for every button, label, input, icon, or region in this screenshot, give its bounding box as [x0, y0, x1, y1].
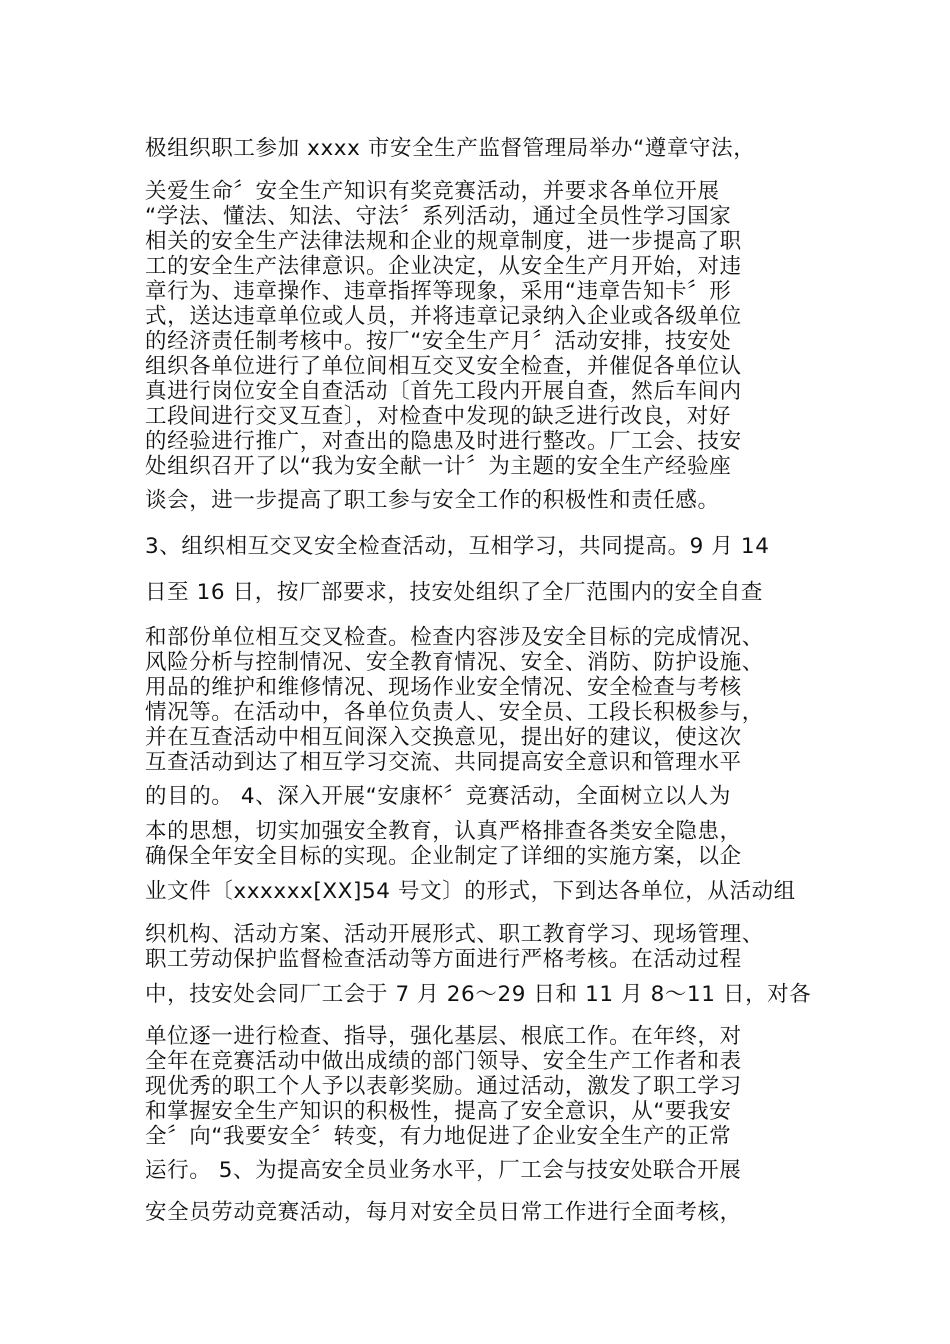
text-line: 的经济责任制考核中。按厂“安全生产月〞活动安排，技安处	[145, 329, 732, 354]
text-line: 安全员劳动竞赛活动，每月对安全员日常工作进行全面考核，	[145, 1200, 742, 1225]
text-line: 现优秀的职工个人予以表彰奖励。通过活动，激发了职工学习	[145, 1074, 742, 1099]
text-line: 风险分析与控制情况、安全教育情况、安全、消防、防护设施、	[145, 650, 764, 675]
text-line: 本的思想，切实加强安全教育，认真严格排查各类安全隐患，	[145, 819, 742, 844]
text-line: “学法、懂法、知法、守法〞系列活动，通过全员性学习国家	[145, 204, 732, 229]
text-line: 全〞向“我要安全〞转变，有力地促进了企业安全生产的正常	[145, 1124, 732, 1149]
text-line: 相关的安全生产法律法规和企业的规章制度，进一步提高了职	[145, 229, 742, 254]
text-line: 互查活动到达了相互学习交流、共同提高安全意识和管理水平	[145, 750, 742, 775]
text-line: 组织各单位进行了单位间相互交叉安全检查，并催促各单位认	[145, 354, 742, 379]
text-line: 和掌握安全生产知识的积极性，提高了安全意识，从“要我安	[145, 1099, 732, 1124]
text-line: 确保全年安全目标的实现。企业制定了详细的实施方案，以企	[145, 844, 742, 869]
text-line: 章行为、违章操作、违章指挥等现象，采用“违章告知卡〞形	[145, 279, 732, 304]
text-line: 和部份单位相互交叉检查。检查内容涉及安全目标的完成情况、	[145, 625, 764, 650]
text-line: 并在互查活动中相互间深入交换意见，提出好的建议，使这次	[145, 725, 742, 750]
text-line: 业文件〔xxxxxx[XX]54 号文〕的形式，下到达各单位，从活动组	[145, 879, 796, 904]
text-line: 职工劳动保护监督检查活动等方面进行严格考核。在活动过程	[145, 947, 742, 972]
text-line: 用品的维护和维修情况、现场作业安全情况、安全检查与考核	[145, 675, 742, 700]
text-line: 谈会，进一步提高了职工参与安全工作的积极性和责任感。	[145, 488, 720, 513]
text-line: 的目的。 4、深入开展“安康杯〞竞赛活动，全面树立以人为	[145, 784, 731, 809]
text-line: 的经验进行推广，对查出的隐患及时进行整改。厂工会、技安	[145, 429, 742, 454]
text-line: 关爱生命〞安全生产知识有奖竞赛活动，并要求各单位开展	[145, 179, 720, 204]
text-line: 处组织召开了以“我为安全献一计〞为主题的安全生产经验座	[145, 454, 732, 479]
text-line: 工的安全生产法律意识。企业决定，从安全生产月开始，对违	[145, 254, 742, 279]
text-line: 3、组织相互交叉安全检查活动，互相学习，共同提高。9 月 14	[145, 534, 770, 559]
text-line: 单位逐一进行检查、指导，强化基层、根底工作。在年终，对	[145, 1024, 742, 1049]
text-line: 真进行岗位安全自查活动〔首先工段内开展自查，然后车间内	[145, 379, 742, 404]
text-line: 式，送达违章单位或人员，并将违章记录纳入企业或各级单位	[145, 304, 742, 329]
text-line: 织机构、活动方案、活动开展形式、职工教育学习、现场管理、	[145, 922, 764, 947]
text-line: 运行。 5、为提高安全员业务水平，厂工会与技安处联合开展	[145, 1158, 742, 1183]
text-line: 全年在竞赛活动中做出成绩的部门领导、安全生产工作者和表	[145, 1049, 742, 1074]
text-line: 极组织职工参加 xxxx 市安全生产监督管理局举办“遵章守法，	[145, 136, 756, 161]
text-line: 工段间进行交叉互查〕，对检查中发现的缺乏进行改良，对好	[145, 404, 731, 429]
text-line: 中，技安处会同厂工会于 7 月 26～29 日和 11 月 8～11 日，对各	[145, 982, 812, 1007]
text-line: 日至 16 日，按厂部要求，技安处组织了全厂范围内的安全自查	[145, 580, 764, 605]
text-line: 情况等。在活动中，各单位负责人、安全员、工段长积极参与，	[145, 700, 764, 725]
